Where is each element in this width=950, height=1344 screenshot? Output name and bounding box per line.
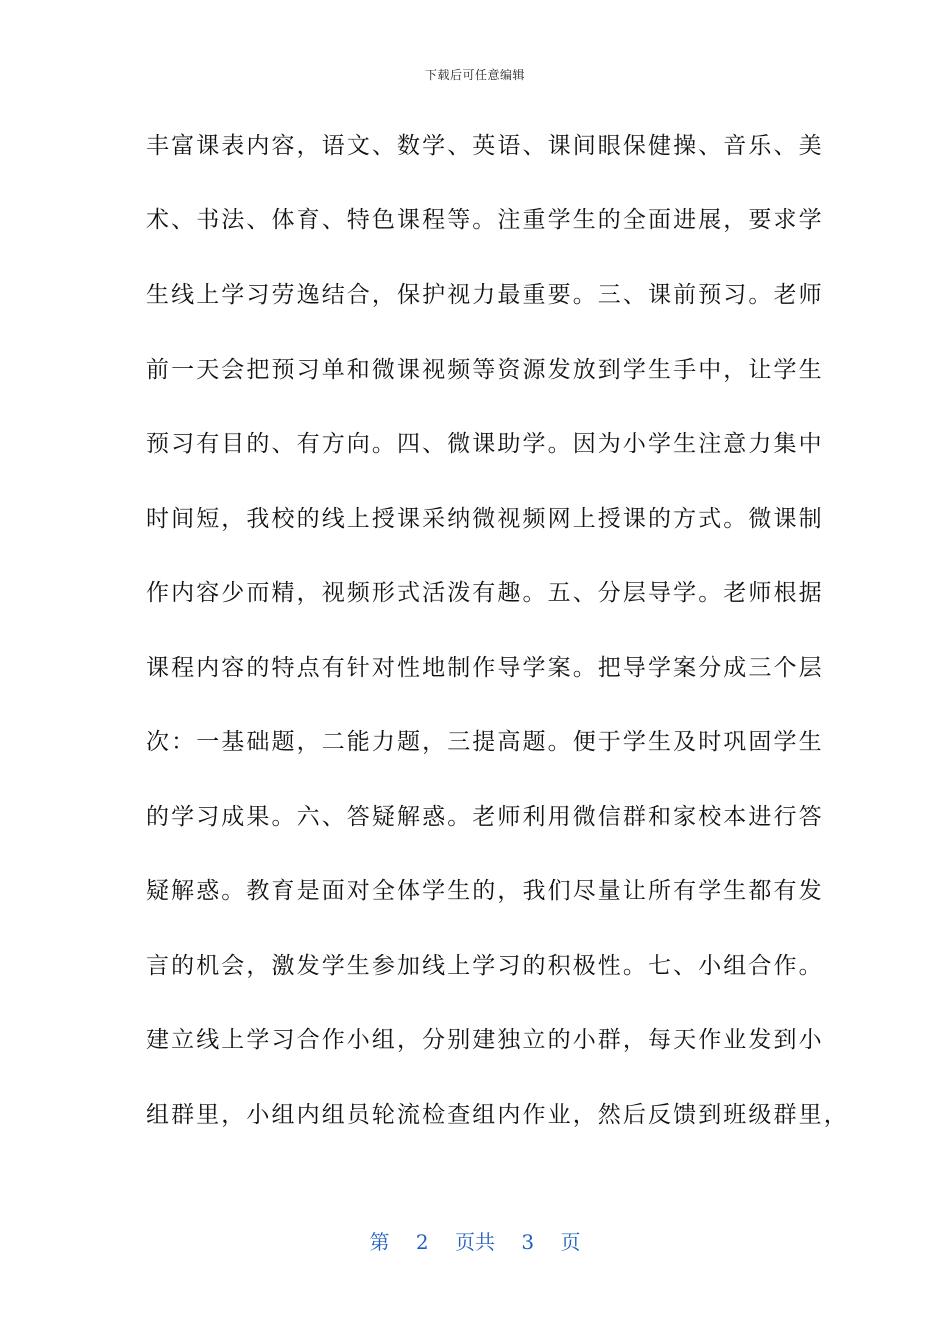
text-line: 次：一基础题，二能力题，三提高题。便于学生及时巩固学生: [146, 729, 824, 755]
text-line: 生线上学习劳逸结合，保护视力最重要。三、课前预习。老师: [146, 282, 824, 308]
current-page-number: 2: [415, 1230, 429, 1254]
footer-middle: 页共: [455, 1230, 495, 1254]
text-line: 课程内容的特点有针对性地制作导学案。把导学案分成三个层: [146, 655, 824, 681]
footer-prefix: 第: [369, 1230, 390, 1254]
text-line: 言的机会，激发学生参加线上学习的积极性。七、小组合作。: [146, 953, 824, 979]
text-line: 建立线上学习合作小组，分别建独立的小群，每天作业发到小: [146, 1027, 824, 1053]
footer-suffix: 页: [560, 1230, 581, 1254]
text-line: 预习有目的、有方向。四、微课助学。因为小学生注意力集中: [146, 431, 824, 457]
text-line: 术、书法、体育、特色课程等。注重学生的全面进展，要求学: [146, 207, 824, 233]
text-line: 前一天会把预习单和微课视频等资源发放到学生手中，让学生: [146, 357, 824, 383]
page-header: 下载后可任意编辑: [424, 68, 525, 82]
text-line: 丰富课表内容，语文、数学、英语、课间眼保健操、音乐、美: [146, 133, 824, 159]
text-line: 疑解惑。教育是面对全体学生的，我们尽量让所有学生都有发: [146, 878, 824, 904]
text-line: 时间短，我校的线上授课采纳微视频网上授课的方式。微课制: [146, 506, 824, 532]
page-number-footer: [0, 1226, 950, 1255]
total-pages-number: 3: [521, 1230, 535, 1254]
text-line: 的学习成果。六、答疑解惑。老师利用微信群和家校本进行答: [146, 804, 824, 830]
text-line: 作内容少而精，视频形式活泼有趣。五、分层导学。老师根据: [146, 580, 824, 606]
text-line: 组群里，小组内组员轮流检查组内作业，然后反馈到班级群里，: [146, 1102, 849, 1128]
